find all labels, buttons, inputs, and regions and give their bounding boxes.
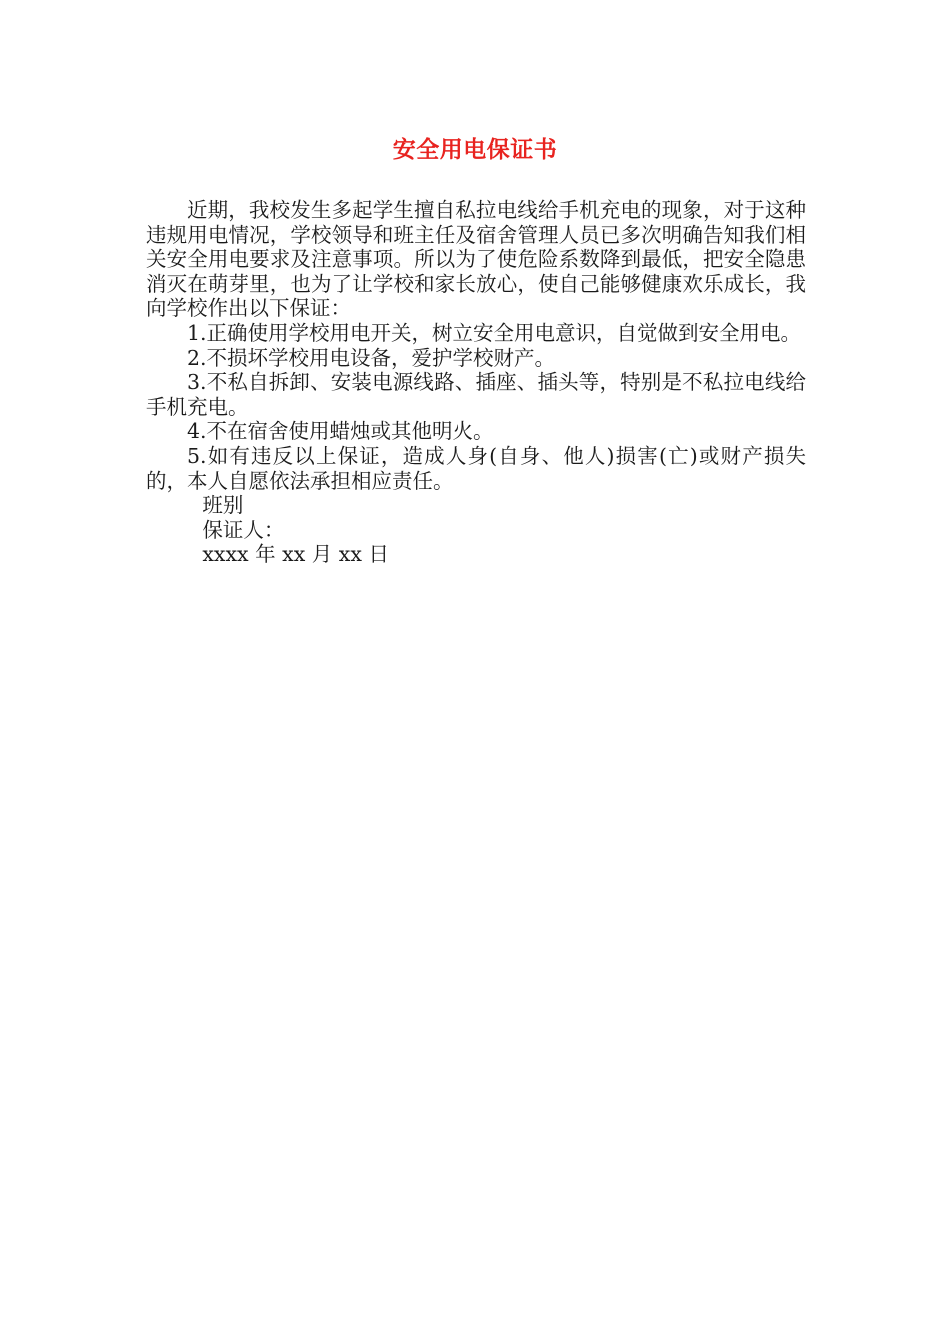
pledge-item-3: 3.不私自拆卸、安装电源线路、插座、插头等，特别是不私拉电线给手机充电。 [146, 370, 806, 419]
date-line: xxxx 年 xx 月 xx 日 [202, 542, 389, 567]
guarantor-label: 保证人： [202, 517, 285, 542]
intro-paragraph: 近期，我校发生多起学生擅自私拉电线给手机充电的现象，对于这种违规用电情况，学校领导和班主任及宿舍管理人员已多次明确告知我们相关安全用电要求及注意事项。所以为了使危险系数降到最低，把安全隐患消灭在萌芽里，也为了让学校和家长放心，使自己能够健康欢乐成长，我向学校作出以下保证： [146, 198, 806, 321]
document-title: 安全用电保证书 [392, 137, 558, 163]
class-label: 班别 [202, 493, 244, 518]
pledge-item-4: 4.不在宿舍使用蜡烛或其他明火。 [187, 419, 494, 444]
document-body [146, 198, 806, 567]
pledge-item-5: 5.如有违反以上保证，造成人身(自身、他人)损害(亡)或财产损失的，本人自愿依法承担相应责任。 [146, 443, 806, 493]
pledge-item-1: 1.正确使用学校用电开关，树立安全用电意识，自觉做到安全用电。 [187, 320, 802, 345]
pledge-item-2: 2.不损坏学校用电设备，爱护学校财产。 [187, 345, 556, 370]
